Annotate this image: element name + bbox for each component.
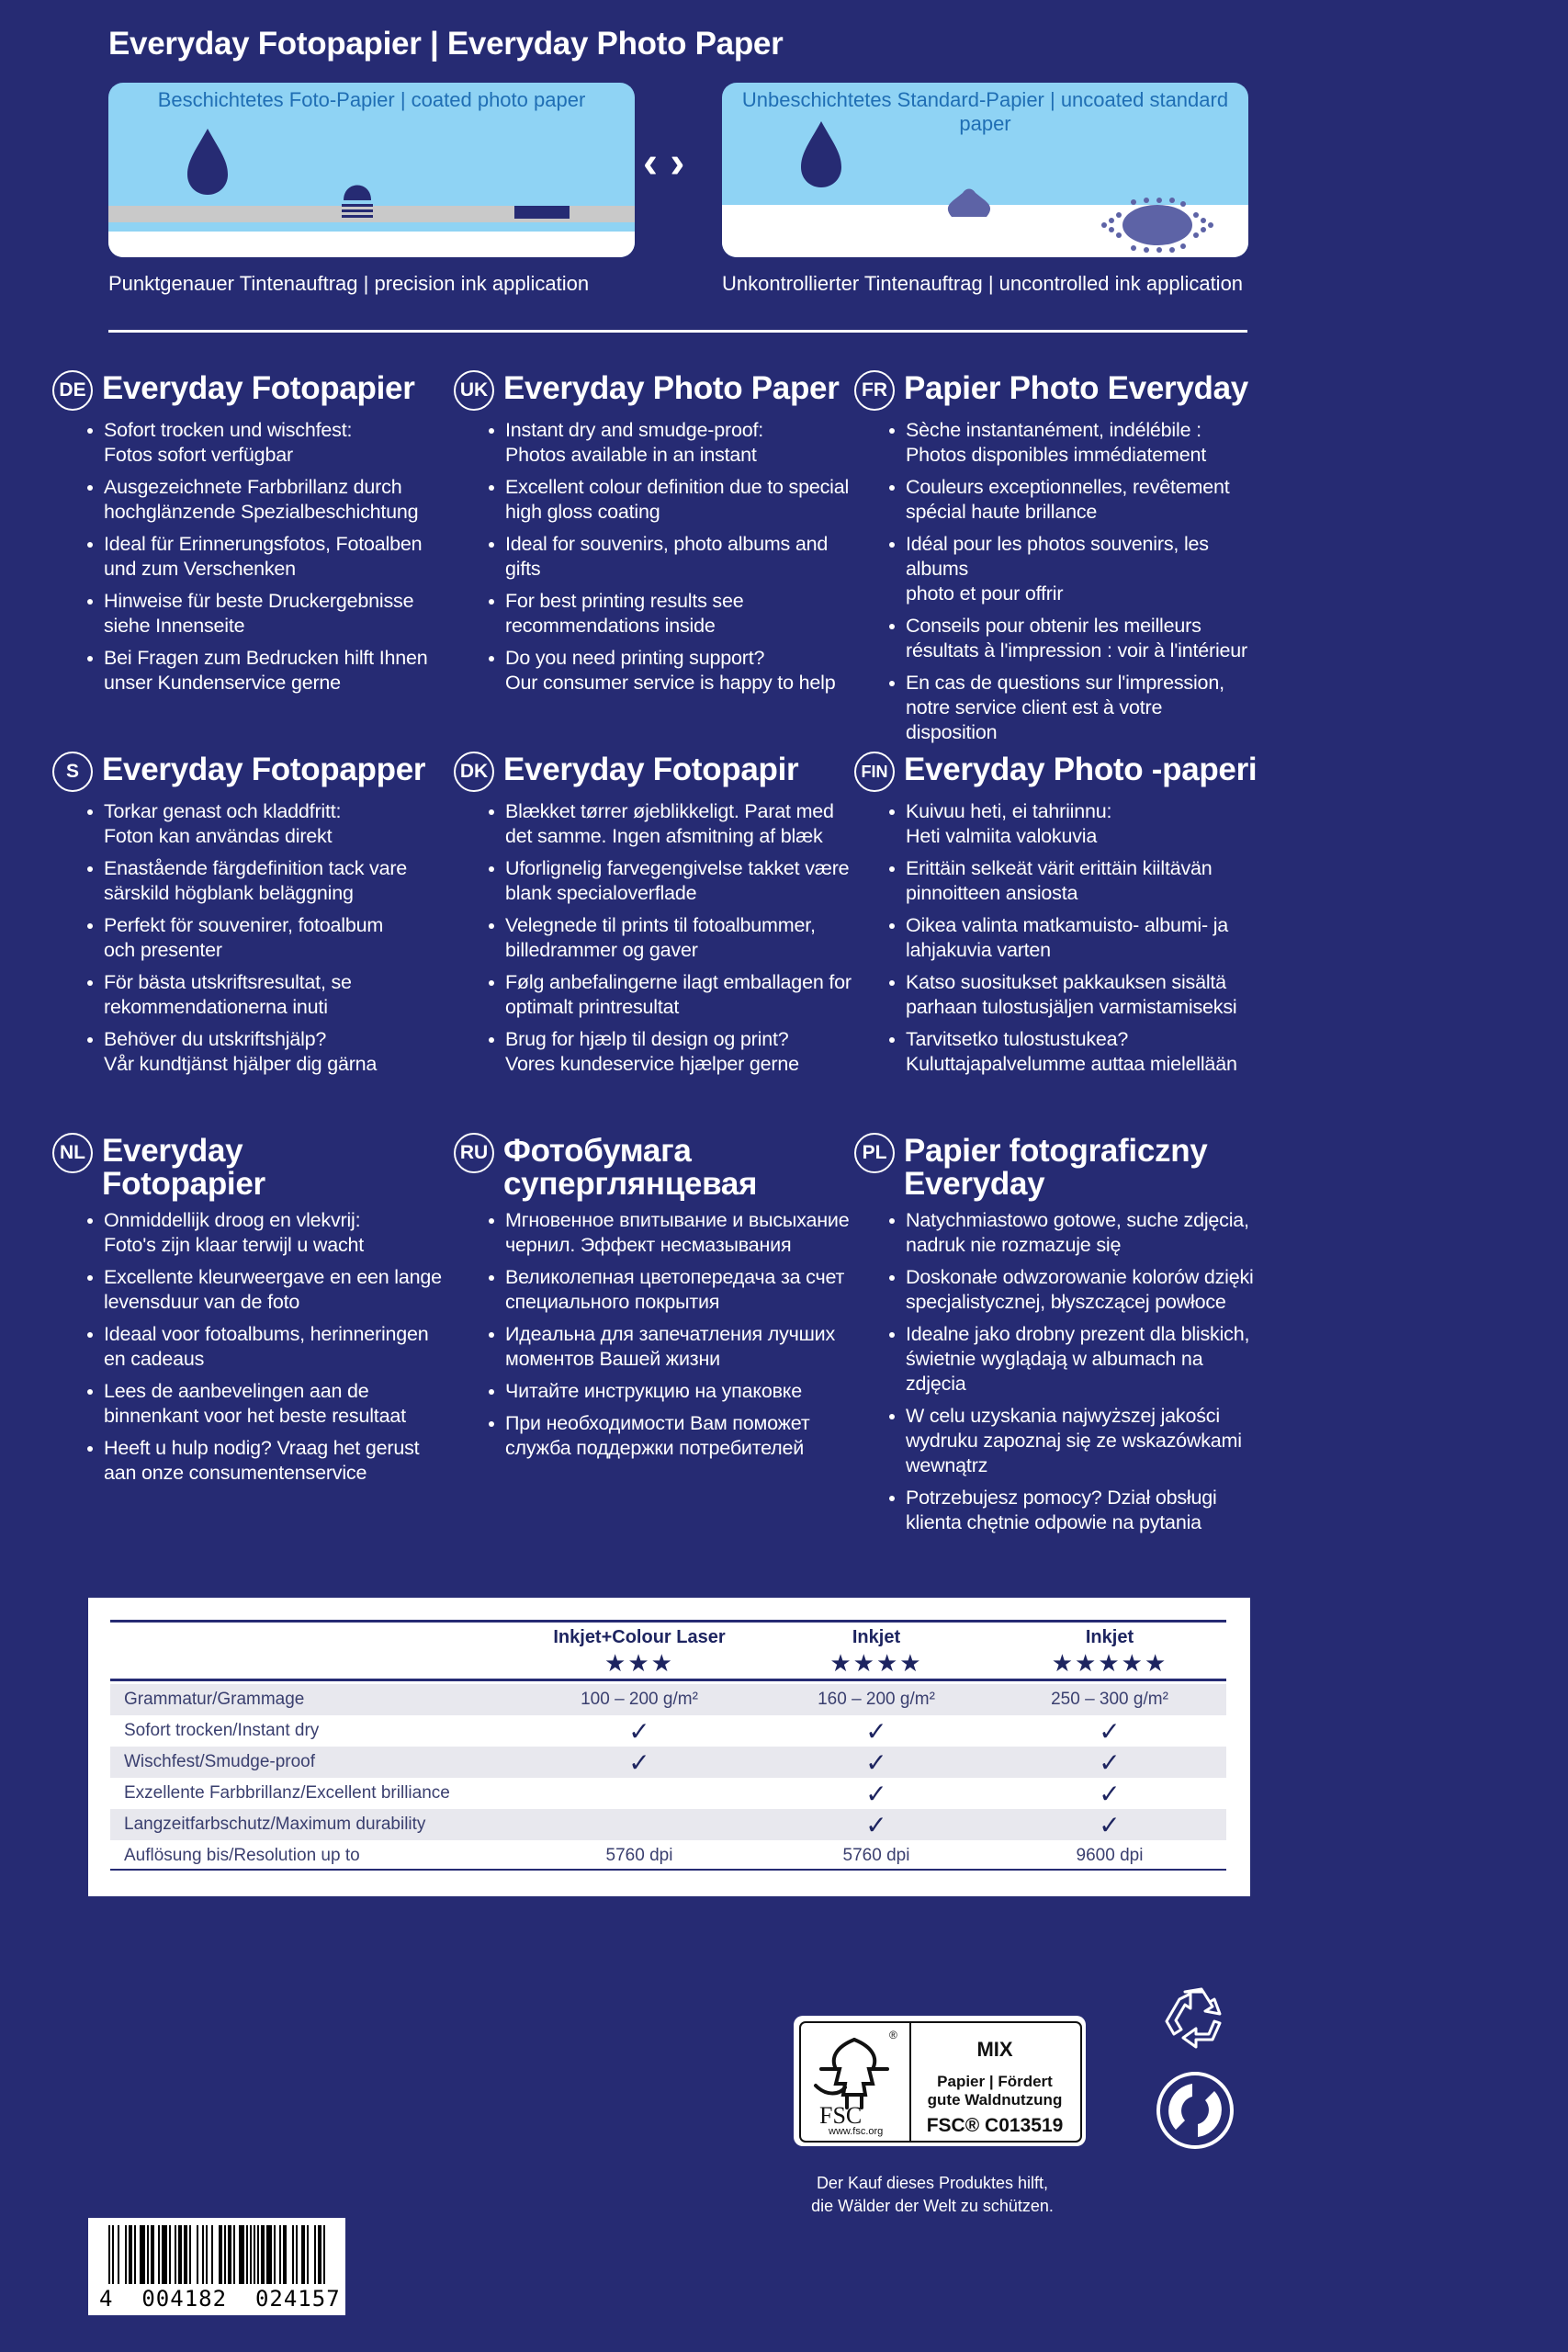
barcode-bar [292,2225,294,2284]
barcode-bar [178,2225,182,2284]
checkmark-icon: ✓ [628,1716,650,1746]
barcode-bar [261,2225,265,2284]
barcode-bar [140,2225,145,2284]
table-row [110,1778,1226,1809]
feature-item: For best printing results see recommendations inside [505,589,858,639]
barcode-bar [206,2225,208,2284]
feature-item: Bei Fragen zum Bedrucken hilft Ihnen unser Kundenservice gerne [104,646,457,695]
table-header-rule [110,1679,1226,1681]
fsc-code: FSC® C013519 [926,2115,1064,2136]
feature-list [454,799,858,1077]
language-section-nl [52,1135,457,1493]
language-title: Everyday Photo Paper [503,370,840,406]
barcode-bar [233,2225,235,2284]
feature-list [854,1208,1258,1535]
feature-item: Doskonałe odwzorowanie kolorów dzięki specjalistycznej, błyszczącej powłoce [906,1265,1258,1315]
barcode-bar [246,2225,248,2284]
header-divider [108,330,1247,333]
row-label: Auflösung bis/Resolution up to [124,1846,360,1865]
language-title: Everyday Fotopapier [102,370,415,406]
barcode-bar [134,2225,136,2284]
column-header: Inkjet+Colour Laser [553,1627,726,1647]
feature-item: Идеальна для запечатления лучших моментов Вашей жизни [505,1322,858,1372]
language-section-ru [454,1135,858,1468]
feature-item: Ausgezeichnete Farbbrillanz durch hochglänzende Spezialbeschichtung [104,475,457,525]
barcode-bar [169,2225,171,2284]
table-cell: 9600 dpi [1076,1846,1144,1865]
barcode-bar [254,2225,255,2284]
row-label: Exzellente Farbbrillanz/Excellent brilliance [124,1783,450,1803]
feature-item: Excellente kleurweergave en een lange levensduur van de foto [104,1265,457,1315]
language-code-badge: DE [52,370,93,411]
row-label: Sofort trocken/Instant dry [124,1721,320,1740]
coated-caption: Beschichtetes Foto-Papier | coated photo paper [157,88,586,111]
checkmark-icon: ✓ [628,1747,650,1777]
feature-list [854,418,1258,745]
feature-item: Følg anbefalingerne ilagt emballagen for optimalt printresultat [505,970,858,1020]
row-label: Grammatur/Grammage [124,1690,305,1709]
table-top-rule [110,1620,1226,1623]
feature-item: Ideaal voor fotoalbums, herinneringen en cadeaus [104,1322,457,1372]
fsc-registered-mark: ® [889,2029,897,2041]
table-bottom-rule [110,1869,1226,1871]
fsc-logo-text: FSC [819,2102,863,2129]
uncoated-caption: Unbeschichtetes Standard-Papier | uncoated standard paper [741,88,1229,135]
coated-result-text: Punktgenauer Tintenauftrag | precision ink application [108,272,590,295]
barcode-bar [279,2225,281,2284]
feature-item: Hinweise für beste Druckergebnisse siehe Innenseite [104,589,457,639]
green-dot-icon [1156,2071,1235,2150]
table-row [110,1747,1226,1778]
table-row [110,1840,1226,1871]
star-rating: ★★★★★ [1051,1649,1168,1677]
checkmark-icon: ✓ [865,1747,887,1777]
feature-item: Мгновенное впитывание и высыхание чернил. Эффект несмазывания [505,1208,858,1258]
feature-list [454,1208,858,1461]
feature-item: Velegnede til prints til fotoalbummer, billedrammer og gaver [505,913,858,963]
feature-item: Potrzebujesz pomocy? Dział obsługi klienta chętnie odpowie na pytania [906,1486,1258,1535]
feature-item: Великолепная цветопередача за счет специального покрытия [505,1265,858,1315]
table-cell: 100 – 200 g/m² [581,1690,698,1709]
coated-drop-diagram [108,83,635,257]
row-label: Wischfest/Smudge-proof [124,1752,316,1771]
feature-list [854,799,1258,1077]
feature-item: Oikea valinta matkamuisto- albumi- ja lahjakuvia varten [906,913,1258,963]
feature-item: Ideal for souvenirs, photo albums and gifts [505,532,858,582]
language-code-badge: S [52,752,93,792]
language-section-uk [454,372,858,703]
feature-item: Instant dry and smudge-proof: Photos available in an instant [505,418,858,468]
barcode-bar [184,2225,187,2284]
table-row [110,1684,1226,1715]
barcode-bar [211,2225,213,2284]
language-section-fin [854,753,1258,1084]
compare-arrows-icon: ‹ › [643,139,685,187]
language-title: Everyday Fotopapper [102,752,426,787]
feature-item: Читайте инструкцию на упаковке [505,1379,858,1404]
comparison-table [88,1598,1250,1896]
checkmark-icon: ✓ [865,1779,887,1808]
barcode-digits: 4 004182 024157 [99,2286,341,2312]
feature-item: För bästa utskriftsresultat, se rekommendationerna inuti [104,970,457,1020]
star-rating: ★★★ [604,1649,674,1677]
barcode-bar [257,2225,259,2284]
barcode-bar [318,2225,321,2284]
table-cell: 5760 dpi [605,1846,673,1865]
feature-item: Kuivuu heti, ei tahriinnu: Heti valmiita valokuvia [906,799,1258,849]
checkmark-icon: ✓ [865,1810,887,1839]
forest-note: Der Kauf dieses Produktes hilft, die Wälder der Welt zu schützen. [811,2174,1054,2215]
column-header: Inkjet [1085,1627,1134,1647]
barcode-bars [88,2218,345,2291]
checkmark-icon: ✓ [1099,1810,1121,1839]
barcode-bar [228,2225,231,2284]
uncoated-result-text: Unkontrollierter Tintenauftrag | uncontrolled ink application [722,272,1244,295]
language-section-dk [454,753,858,1084]
barcode-bar [323,2225,325,2284]
feature-item: En cas de questions sur l'impression, notre service client est à votre disposition [906,671,1258,745]
barcode-bar [274,2225,276,2284]
barcode-bar [129,2225,132,2284]
barcode-bar [219,2225,222,2284]
barcode-bar [283,2225,287,2284]
recycle-icon [1159,1986,1229,2051]
barcode-bar [224,2225,226,2284]
language-code-badge: DK [454,752,494,792]
feature-item: При необходимости Вам поможет служба поддержки потребителей [505,1411,858,1461]
ink-drop-icon [801,121,841,187]
language-title: Фотобумага суперглянцевая [503,1133,758,1202]
language-code-badge: FR [854,370,895,411]
fsc-label [794,2016,1086,2146]
language-title: Papier fotograficzny Everyday [904,1133,1208,1202]
checkmark-icon: ✓ [1099,1716,1121,1746]
feature-item: Tarvitsetko tulostustukea? Kuluttajapalvelumme auttaa mielellään [906,1027,1258,1077]
feature-item: Idéal pour les photos souvenirs, les albums photo et pour offrir [906,532,1258,606]
barcode-bar [175,2225,176,2284]
barcode-bar [314,2225,316,2284]
feature-item: Natychmiastowo gotowe, suche zdjęcia, nadruk nie rozmazuje się [906,1208,1258,1258]
checkmark-icon: ✓ [1099,1779,1121,1808]
fsc-line-1: Papier | Fördert [937,2073,1053,2090]
barcode-bar [296,2225,298,2284]
feature-item: Brug for hjælp til design og print? Vores kundeservice hjælper gerne [505,1027,858,1077]
feature-item: Erittäin selkeät värit erittäin kiiltävän pinnoitteen ansiosta [906,856,1258,906]
row-label: Langzeitfarbschutz/Maximum durability [124,1815,426,1834]
barcode-bar [158,2225,160,2284]
feature-item: Conseils pour obtenir les meilleurs résultats à l'impression : voir à l'intérieur [906,614,1258,663]
feature-item: Ideal für Erinnerungsfotos, Fotoalben und zum Verschenken [104,532,457,582]
feature-item: Sèche instantanément, indélébile : Photos disponibles immédiatement [906,418,1258,468]
feature-list [52,418,457,695]
feature-item: Do you need printing support? Our consumer service is happy to help [505,646,858,695]
table-row [110,1809,1226,1840]
barcode-bar [202,2225,204,2284]
coated-paper-illustration [108,83,635,257]
column-header: Inkjet [852,1627,901,1647]
barcode-bar [250,2225,252,2284]
language-section-pl [854,1135,1258,1543]
feature-item: Sofort trocken und wischfest: Fotos sofort verfügbar [104,418,457,468]
language-section-s [52,753,457,1084]
language-title: Papier Photo Everyday [904,370,1248,406]
feature-item: Katso suositukset pakkauksen sisältä parhaan tulostusjäljen varmistamiseksi [906,970,1258,1020]
uncoated-drop-diagram [722,83,1248,257]
table-cell: 5760 dpi [842,1846,910,1865]
barcode-bar [147,2225,149,2284]
fsc-url: www.fsc.org [829,2126,884,2137]
barcode-bar [189,2225,191,2284]
feature-item: W celu uzyskania najwyższej jakości wydruku zapoznaj się ze wskazówkami wewnątrz [906,1404,1258,1478]
table-cell: 160 – 200 g/m² [818,1690,935,1709]
feature-item: Torkar genast och kladdfritt: Foton kan användas direkt [104,799,457,849]
feature-item: Heeft u hulp nodig? Vraag het gerust aan onze consumentenservice [104,1436,457,1486]
barcode-bar [112,2225,114,2284]
feature-list [52,799,457,1077]
table-row [110,1715,1226,1747]
language-code-badge: UK [454,370,494,411]
barcode-bar [301,2225,305,2284]
feature-item: Couleurs exceptionnelles, revêtement spécial haute brillance [906,475,1258,525]
feature-item: Perfekt för souvenirer, fotoalbum och presenter [104,913,457,963]
uncoated-paper-illustration [722,83,1248,257]
fsc-mix: MIX [976,2038,1013,2061]
fsc-line-2: gute Waldnutzung [927,2091,1063,2109]
barcode-bar [108,2225,110,2284]
feature-item: Behöver du utskriftshjälp? Vår kundtjänst hjälper dig gärna [104,1027,457,1077]
language-section-de [52,372,457,703]
barcode-bar [266,2225,272,2284]
feature-item: Idealne jako drobny prezent dla bliskich, świetnie wyglądają w albumach na zdjęcia [906,1322,1258,1396]
barcode-bar [197,2225,198,2284]
table-cell: 250 – 300 g/m² [1051,1690,1168,1709]
language-title: Everyday Fotopapir [503,752,799,787]
language-title: Everyday Photo -paperi [904,752,1258,787]
checkmark-icon: ✓ [1099,1747,1121,1777]
language-code-badge: FIN [854,752,895,792]
feature-item: Uforlignelig farvegengivelse takket være blank specialoverflade [505,856,858,906]
language-code-badge: PL [854,1133,895,1173]
feature-list [52,1208,457,1486]
feature-item: Excellent colour definition due to special high gloss coating [505,475,858,525]
feature-item: Onmiddellijk droog en vlekvrij: Foto's zijn klaar terwijl u wacht [104,1208,457,1258]
barcode-bar [118,2225,119,2284]
barcode [88,2218,345,2315]
page-title: Everyday Fotopapier | Everyday Photo Paper [108,26,784,62]
barcode-bar [307,2225,309,2284]
language-code-badge: NL [52,1133,93,1173]
barcode-bar [151,2225,154,2284]
language-code-badge: RU [454,1133,494,1173]
feature-item: Blækket tørrer øjeblikkeligt. Parat med det samme. Ingen afsmitning af blæk [505,799,858,849]
ink-drop-icon [187,129,228,195]
checkmark-icon: ✓ [865,1716,887,1746]
feature-list [454,418,858,695]
barcode-bar [162,2225,167,2284]
language-title: Everyday Fotopapier [102,1133,265,1202]
star-rating: ★★★★ [829,1649,923,1677]
language-section-fr [854,372,1258,752]
feature-item: Enastående färgdefinition tack vare särskild högblank beläggning [104,856,457,906]
barcode-bar [239,2225,244,2284]
barcode-bar [125,2225,127,2284]
feature-item: Lees de aanbevelingen aan de binnenkant voor het beste resultaat [104,1379,457,1429]
